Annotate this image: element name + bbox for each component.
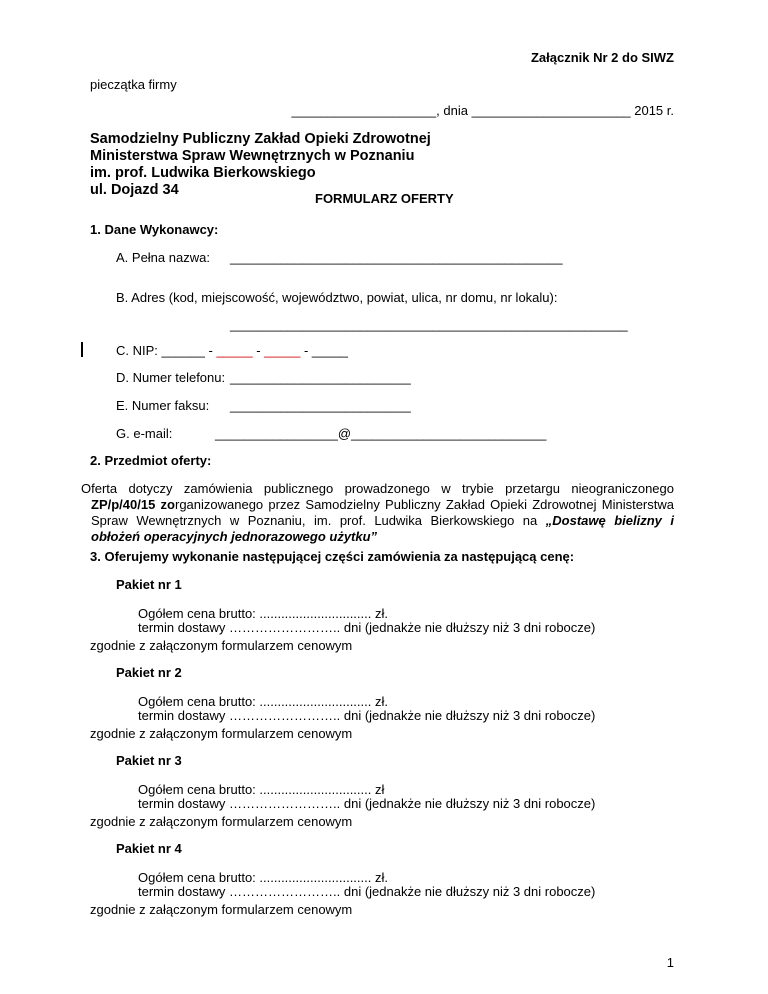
institution-line-4: ul. Dojazd 34	[90, 182, 179, 198]
page-number: 1	[666, 955, 674, 970]
package-3-note: zgodnie z załączonym formularzem cenowym	[90, 814, 353, 829]
package-3-term[interactable]: termin dostawy …………………….. dni (jednakże nie dłuższy niż 3 dni robocze)	[138, 796, 596, 811]
email-label: G. e-mail:	[116, 426, 173, 441]
offer-line-3	[81, 513, 674, 529]
case-number: ZP/p/40/15	[91, 497, 156, 512]
email-field[interactable]: _________________@___________________________	[215, 426, 547, 441]
place-blank[interactable]: ____________________	[291, 103, 437, 118]
nip-sep-2: - _____	[300, 343, 349, 358]
subject-title-part-1: „Dostawę bielizny i	[545, 513, 675, 528]
package-4-note: zgodnie z załączonym formularzem cenowym	[90, 902, 353, 917]
package-1-price[interactable]: Ogółem cena brutto: ............................... zł.	[138, 606, 388, 621]
package-1-title: Pakiet nr 1	[116, 577, 182, 592]
package-2-title: Pakiet nr 2	[116, 665, 182, 680]
offer-line-2-text: rganizowanego przez Samodzielny Publiczny Zakład Opieki Zdrowotnej Ministerstwa	[174, 497, 674, 512]
offer-subject-paragraph	[81, 481, 674, 545]
package-4-title: Pakiet nr 4	[116, 841, 182, 856]
phone-field[interactable]: _________________________	[230, 370, 411, 385]
offer-line-2	[81, 497, 674, 513]
nip-label: C. NIP: ______ -	[116, 343, 217, 358]
subject-title-part-2: obłożeń operacyjnych jednorazowego użytku”	[91, 529, 378, 544]
section-1-heading: 1. Dane Wykonawcy:	[90, 222, 219, 237]
institution-line-1: Samodzielny Publiczny Zakład Opieki Zdrowotnej	[90, 131, 431, 147]
offer-line-3-text: Spraw Wewnętrznych w Poznaniu, im. prof. Ludwika Bierkowskiego na	[91, 513, 538, 528]
institution-address	[90, 131, 431, 199]
name-label: A. Pełna nazwa:	[116, 250, 210, 265]
package-1-note: zgodnie z załączonym formularzem cenowym	[90, 638, 353, 653]
institution-line-2: Ministerstwa Spraw Wewnętrznych w Poznaniu	[90, 148, 415, 164]
section-2-heading: 2. Przedmiot oferty:	[90, 453, 212, 468]
offer-line-1: Oferta dotyczy zamówienia publicznego prowadzonego w trybie przetargu nieograniczonego	[81, 481, 674, 496]
package-2-note: zgodnie z załączonym formularzem cenowym	[90, 726, 353, 741]
fax-label: E. Numer faksu:	[116, 398, 210, 413]
annex-label: Załącznik Nr 2 do SIWZ	[530, 50, 674, 65]
nip-sep-1: -	[252, 343, 265, 358]
company-stamp-label: pieczątka firmy	[90, 77, 177, 92]
package-2-term[interactable]: termin dostawy …………………….. dni (jednakże nie dłuższy niż 3 dni robocze)	[138, 708, 596, 723]
nip-part-3[interactable]: _____	[264, 343, 301, 358]
date-label: , dnia ______________________ 2015 r.	[436, 103, 674, 118]
phone-label: D. Numer telefonu:	[116, 370, 226, 385]
case-number-z: zo	[155, 497, 175, 512]
revision-bar	[81, 342, 83, 357]
name-field[interactable]: ______________________________________________	[230, 250, 563, 265]
section-3-heading: 3. Oferujemy wykonanie następującej części zamówienia za następującą cenę:	[90, 549, 575, 564]
address-field[interactable]: _______________________________________________________	[230, 317, 628, 332]
form-title: FORMULARZ OFERTY	[315, 191, 454, 206]
address-label: B. Adres (kod, miejscowość, województwo, powiat, ulica, nr domu, nr lokalu):	[116, 290, 558, 305]
nip-field[interactable]	[116, 343, 348, 359]
institution-line-3: im. prof. Ludwika Bierkowskiego	[90, 165, 316, 181]
package-2-price[interactable]: Ogółem cena brutto: ............................... zł.	[138, 694, 388, 709]
nip-part-2[interactable]: _____	[216, 343, 253, 358]
package-4-term[interactable]: termin dostawy …………………….. dni (jednakże nie dłuższy niż 3 dni robocze)	[138, 884, 596, 899]
package-1-term[interactable]: termin dostawy …………………….. dni (jednakże nie dłuższy niż 3 dni robocze)	[138, 620, 596, 635]
package-3-price[interactable]: Ogółem cena brutto: ............................... zł	[138, 782, 385, 797]
package-3-title: Pakiet nr 3	[116, 753, 182, 768]
place-date-line	[292, 103, 674, 119]
fax-field[interactable]: _________________________	[230, 398, 411, 413]
package-4-price[interactable]: Ogółem cena brutto: ............................... zł.	[138, 870, 388, 885]
